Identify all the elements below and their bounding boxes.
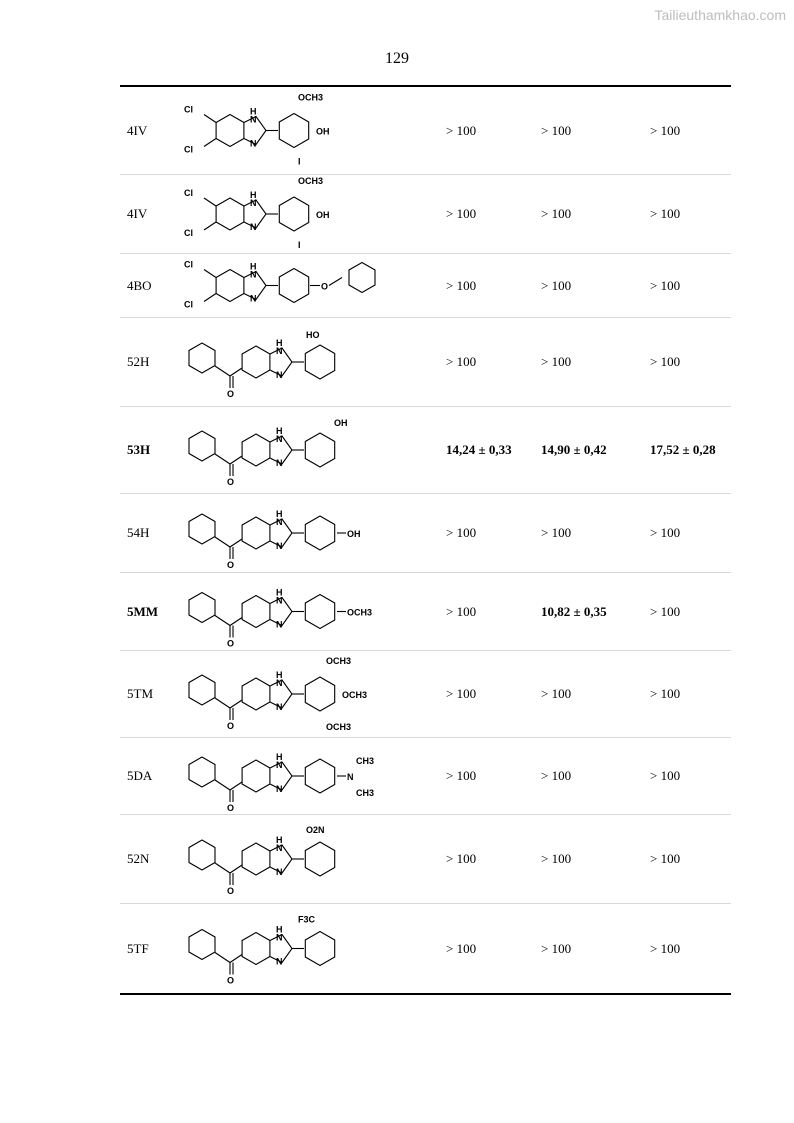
compound-code: 4IV [127, 206, 148, 221]
n-label: N [276, 784, 283, 794]
table-row [120, 572, 731, 650]
benzene-ring [242, 678, 270, 710]
benzene-ring [216, 270, 244, 302]
table-row [120, 87, 731, 174]
nh-label: N [276, 434, 283, 444]
chloro-label: Cl [184, 104, 193, 115]
nh-label: N [250, 198, 257, 208]
iodo-label: I [298, 156, 301, 167]
ic50-value: > 100 [446, 851, 477, 866]
aryl-ring [279, 114, 308, 148]
ic50-value: > 100 [650, 940, 681, 956]
nh-label: N [276, 760, 283, 770]
carbonyl-oxygen: O [227, 560, 235, 570]
carbonyl-oxygen: O [227, 886, 235, 896]
nh-label: H [276, 587, 283, 598]
compound-code: 52H [127, 354, 150, 369]
ic50-value: > 100 [541, 851, 572, 866]
phenyl-ring [189, 514, 215, 544]
table-row [120, 317, 731, 406]
n-label: N [276, 619, 283, 630]
ic50-value: > 100 [650, 122, 681, 138]
carbonyl-oxygen: O [227, 638, 235, 649]
aryl-ring [305, 516, 334, 550]
nh-label: N [276, 595, 283, 606]
compound-code: 5TM [127, 686, 153, 701]
hydroxy-label: OH [334, 418, 348, 428]
ether-oxygen: O [321, 281, 329, 292]
ic50-value: > 100 [541, 122, 572, 138]
phenyl-ring [189, 593, 215, 623]
phenyl-ring [189, 757, 215, 787]
methoxy-label: OCH3 [298, 92, 324, 103]
nh-label: H [276, 338, 283, 348]
benzene-ring [216, 198, 244, 230]
ic50-value: 17,52 ± 0,28 [650, 442, 716, 457]
nh-label: H [276, 752, 283, 762]
benzene-ring [242, 760, 270, 792]
amine-label: N [347, 772, 354, 782]
nh-label: N [276, 843, 283, 853]
chemical-structure [180, 407, 440, 493]
aryl-ring [305, 345, 334, 379]
ic50-value: > 100 [446, 354, 477, 369]
ic50-value: > 100 [541, 768, 572, 783]
phenyl-ring [189, 675, 215, 705]
aryl-ring [305, 677, 334, 711]
chemical-structure [180, 738, 440, 814]
aryl-ring [305, 759, 334, 793]
chemical-structure [180, 318, 440, 406]
chloro-label: Cl [184, 299, 193, 310]
ic50-value: > 100 [650, 206, 681, 221]
nh-label: N [276, 346, 283, 356]
table-row [120, 737, 731, 814]
benzene-ring [216, 115, 244, 147]
ic50-value: > 100 [650, 525, 681, 540]
ic50-value: > 100 [446, 603, 477, 619]
phenyl-ring [189, 343, 215, 373]
benzene-ring [242, 933, 270, 965]
methoxy-label: OCH3 [342, 690, 368, 700]
ic50-value: > 100 [541, 940, 572, 956]
carbonyl-oxygen: O [227, 477, 235, 487]
chemical-structure [180, 573, 440, 650]
chemical-structure [180, 87, 440, 174]
nh-label: H [250, 190, 257, 200]
nh-label: H [276, 509, 283, 519]
phenyl-ring [189, 431, 215, 461]
methyl-label: CH3 [356, 788, 375, 798]
table-row [120, 406, 731, 493]
ic50-value: > 100 [650, 768, 681, 783]
table-row [120, 174, 731, 253]
n-label: N [276, 370, 283, 380]
ic50-value: > 100 [650, 354, 681, 369]
aryl-ring [305, 433, 334, 467]
ic50-value: > 100 [541, 525, 572, 540]
nh-label: H [276, 670, 283, 680]
compound-code: 54H [127, 525, 150, 540]
nitro-label: O2N [306, 825, 325, 835]
ic50-value: > 100 [446, 768, 477, 783]
methoxy-label: OCH3 [298, 176, 324, 186]
ic50-value: > 100 [446, 940, 477, 956]
nh-label: H [276, 426, 283, 436]
benzene-ring [242, 517, 270, 549]
trifluoromethyl-label: F3C [298, 914, 316, 925]
chloro-label: Cl [184, 188, 193, 198]
ic50-value: > 100 [541, 686, 572, 701]
ic50-value: > 100 [446, 525, 477, 540]
n-label: N [250, 293, 257, 304]
table-row [120, 493, 731, 572]
phenyl-ring [189, 840, 215, 870]
nh-label: N [250, 269, 257, 280]
table-row [120, 814, 731, 903]
ic50-value: > 100 [650, 851, 681, 866]
ic50-value: > 100 [541, 354, 572, 369]
n-label: N [250, 222, 257, 232]
watermark: Tailieuthamkhao.com [654, 7, 786, 23]
benzene-ring [242, 346, 270, 378]
compound-code: 52N [127, 851, 150, 866]
hydroxy-label: HO [306, 330, 320, 340]
ic50-value: > 100 [446, 206, 477, 221]
ic50-value: > 100 [650, 277, 681, 293]
methyl-label: CH3 [356, 756, 375, 766]
methoxy-label: OCH3 [326, 722, 352, 732]
n-label: N [276, 541, 283, 551]
aryl-ring [305, 595, 334, 629]
nh-label: H [250, 106, 257, 117]
compound-code: 4BO [127, 277, 152, 293]
nh-label: N [250, 114, 257, 125]
compound-code: 5TF [127, 940, 149, 956]
compound-table [120, 85, 731, 995]
ic50-value: > 100 [446, 686, 477, 701]
ic50-value: > 100 [541, 206, 572, 221]
nh-label: H [276, 835, 283, 845]
benzene-ring [242, 843, 270, 875]
carbonyl-oxygen: O [227, 721, 235, 731]
aryl-ring [305, 842, 334, 876]
carbonyl-oxygen: O [227, 389, 235, 399]
methoxy-label: OCH3 [326, 656, 352, 666]
carbonyl-oxygen: O [227, 975, 235, 986]
chemical-structure [180, 494, 440, 572]
ic50-value: > 100 [446, 122, 477, 138]
compound-code: 5DA [127, 768, 153, 783]
benzene-ring [242, 596, 270, 628]
nh-label: N [276, 678, 283, 688]
compound-code: 4IV [127, 122, 148, 138]
chemical-structure [180, 254, 440, 317]
nh-label: H [250, 261, 257, 272]
phenyl-ring [189, 930, 215, 960]
nh-label: N [276, 932, 283, 943]
n-label: N [250, 138, 257, 149]
compound-code: 5MM [127, 603, 159, 619]
table-row [120, 650, 731, 737]
chemical-structure [180, 815, 440, 903]
chemical-structure [180, 175, 440, 253]
page-number: 129 [385, 50, 409, 67]
ic50-value: > 100 [541, 277, 572, 293]
carbonyl-oxygen: O [227, 803, 235, 813]
chemical-structure [180, 651, 440, 737]
ic50-value: 14,90 ± 0,42 [541, 442, 607, 457]
nh-label: H [276, 924, 283, 935]
compound-code: 53H [127, 442, 151, 457]
ic50-value: > 100 [650, 686, 681, 701]
ic50-value: 10,82 ± 0,35 [541, 603, 607, 619]
iodo-label: I [298, 240, 301, 250]
hydroxy-label: OH [316, 210, 330, 220]
aryl-ring [279, 197, 308, 231]
ic50-value: > 100 [650, 603, 681, 619]
n-label: N [276, 702, 283, 712]
chloro-label: Cl [184, 144, 193, 155]
n-label: N [276, 956, 283, 967]
benzyl-ring [349, 263, 375, 293]
chemical-structure [180, 904, 440, 993]
n-label: N [276, 867, 283, 877]
benzene-ring [242, 434, 270, 466]
chloro-label: Cl [184, 228, 193, 238]
hydroxy-label: OH [347, 529, 361, 539]
table-row [120, 253, 731, 317]
aryl-ring [279, 269, 308, 303]
methoxy-label: OCH3 [347, 607, 373, 618]
ic50-value: 14,24 ± 0,33 [446, 442, 512, 457]
hydroxy-label: OH [316, 126, 330, 137]
table-row [120, 903, 731, 993]
chloro-label: Cl [184, 259, 193, 270]
n-label: N [276, 458, 283, 468]
ic50-value: > 100 [446, 277, 477, 293]
nh-label: N [276, 517, 283, 527]
aryl-ring [305, 932, 334, 966]
